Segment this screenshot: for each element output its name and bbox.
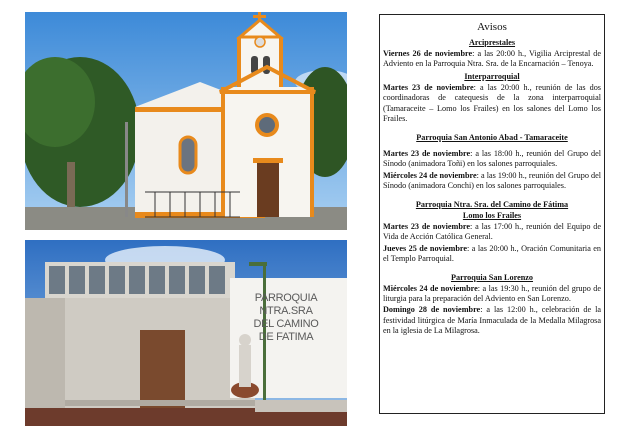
entry-text: : a las 12:00 h., celebración de la festividad litúrgica de María Inmaculada de la Medalla Milagrosa en la iglesia de La Milagrosa. [383, 305, 601, 335]
sign-line-2: DEL CAMINO [253, 318, 319, 330]
section-title: Arciprestales [468, 37, 516, 47]
notice-entry [383, 305, 601, 336]
notice-entry [383, 222, 601, 242]
section-subtitle: Lomo los Frailes [462, 211, 522, 221]
dashed-rule [380, 14, 604, 15]
entry-text: : a las 18:00 h., reunión del Grupo del Sínodo (animadora Toñi) en los salones parroquiales. [383, 149, 601, 169]
entry-date: Jueves 25 de noviembre [383, 243, 468, 253]
entry-text: : a las 19:00 h., reunión del Grupo del Sínodo (animadora Conchi) en los salones parroquiales. [383, 170, 601, 190]
entry-date: Martes 23 de noviembre [383, 222, 471, 232]
notice-entry [383, 49, 601, 69]
entry-text: : a las 20:00 h., reunión de las dos coordinadoras de catequesis de la zona interparroquial (Tamaraceite – Lomo los Frailes) en los salones del Lomo los Frailes. [383, 83, 601, 123]
entry-date: Viernes 26 de noviembre [383, 48, 473, 58]
section-title: Parroquia Ntra. Sra. del Camino de Fátima [415, 199, 569, 209]
notice-entry [383, 83, 601, 124]
parish-sign [230, 292, 342, 344]
section-title: Parroquia San Antonio Abad - Tamaraceite [416, 133, 568, 142]
entry-date: Martes 23 de noviembre [383, 149, 471, 159]
entry-text: : a las 20:00 h., Vigilia Arciprestal de Adviento en la Parroquia Ntra. Sra. de la Encarnación – Tenoya. [383, 48, 601, 68]
entry-date: Martes 23 de noviembre [383, 83, 474, 93]
notice-entry [383, 149, 601, 169]
parish-building-photo [25, 240, 347, 426]
notice-entry [383, 244, 601, 264]
entry-date: Miércoles 24 de noviembre [383, 284, 478, 294]
notice-entry [383, 171, 601, 191]
entry-text: : a las 19:30 h., reunión del grupo de liturgia para la preparación del Adviento en San Lorenzo. [383, 284, 602, 304]
entry-text: : a las 20:00 h., Oración Comunitaria en el Templo Parroquial. [383, 243, 601, 263]
entry-date: Domingo 28 de noviembre [383, 305, 481, 315]
notice-entry [383, 284, 601, 304]
section-title: Interparroquial [464, 72, 520, 82]
section-title: Parroquia San Lorenzo [450, 272, 534, 282]
notices-title: Avisos [477, 21, 507, 33]
church-photo [25, 12, 347, 230]
sign-line-3: DE FATIMA [258, 331, 314, 343]
notices-panel [379, 14, 605, 414]
entry-text: : a las 17:00 h., reunión del Equipo de Vida de Acción Católica General. [383, 222, 601, 242]
sign-line-1: PARROQUIA NTRA.SRA [254, 292, 318, 317]
entry-date: Miércoles 24 de noviembre [383, 170, 477, 180]
